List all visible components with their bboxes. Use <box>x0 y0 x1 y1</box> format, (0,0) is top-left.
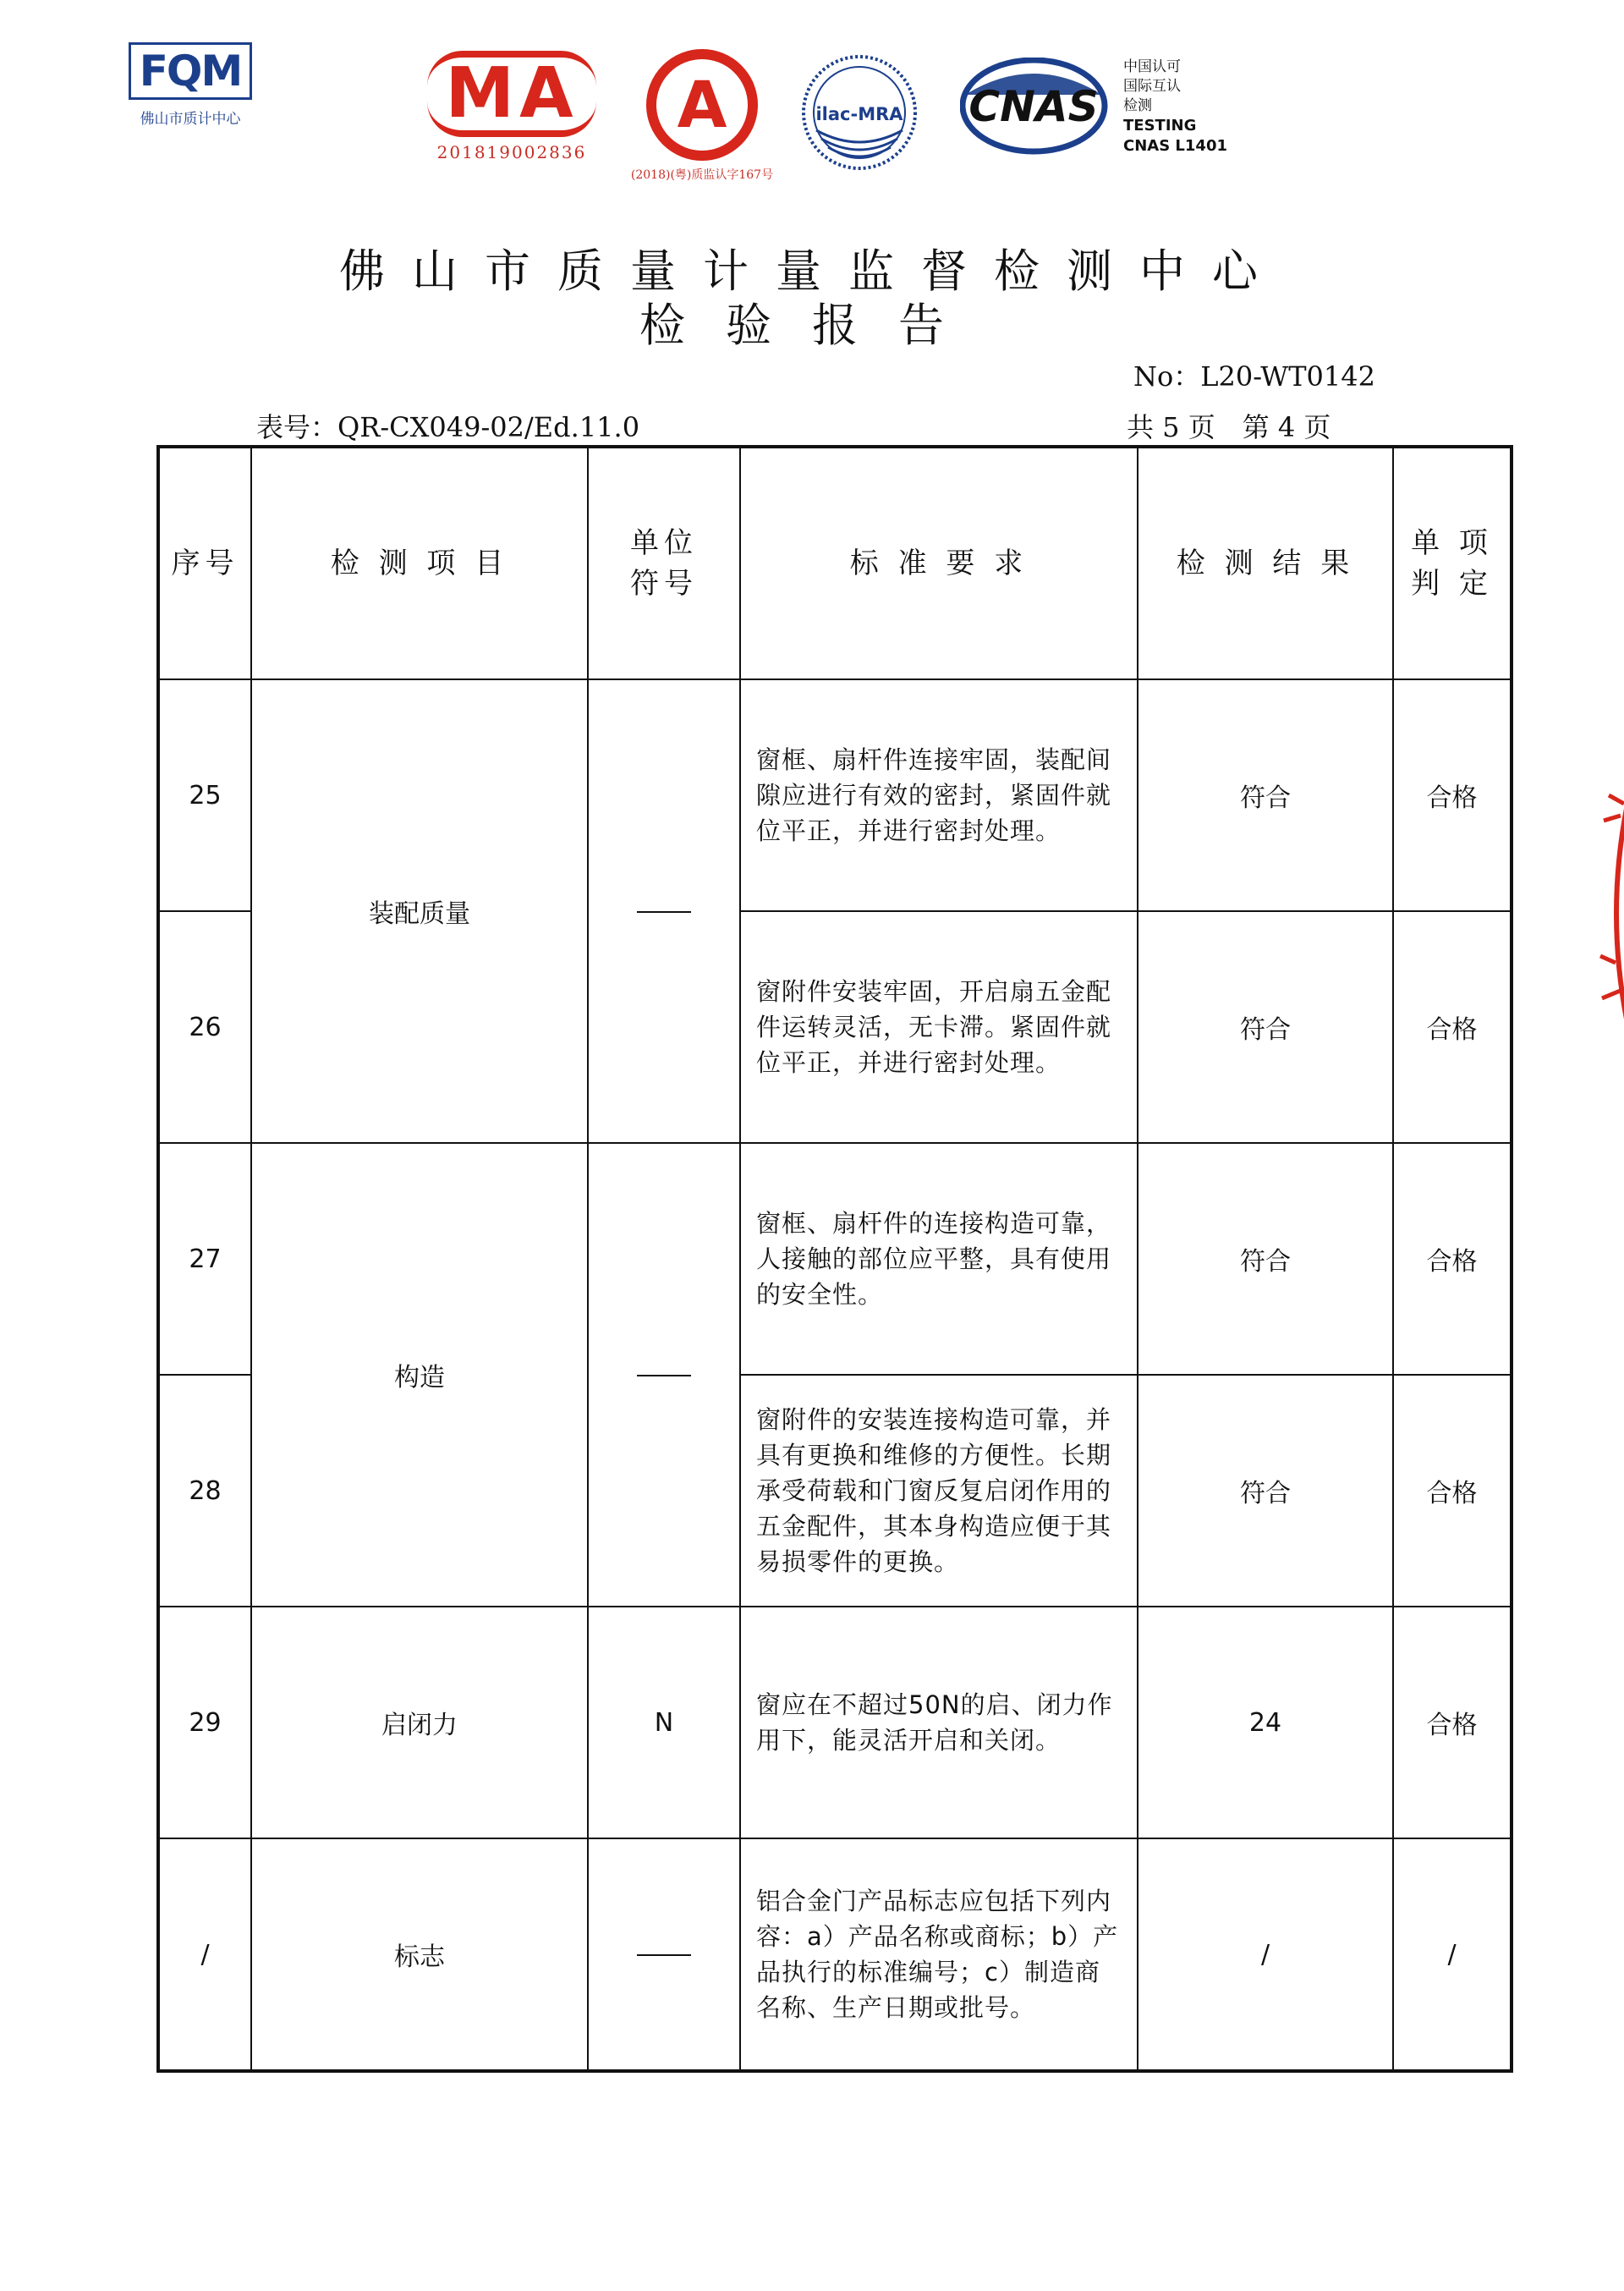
row-result: 符合 <box>1138 1143 1393 1375</box>
fqm-mark: FQM <box>129 42 252 100</box>
cnas-line-4: TESTING <box>1123 117 1197 135</box>
cnas-logo <box>960 58 1108 155</box>
form-number: 表号：QR-CX049-02/Ed.11.0 <box>256 411 640 443</box>
cma-number: 201819002836 <box>436 142 587 162</box>
row-standard: 铝合金门产品标志应包括下列内容：a）产品名称或商标；b）产品执行的标准编号；c）制造商名称、生产日期或批号。 <box>740 1838 1138 2071</box>
header-item: 检 测 项 目 <box>251 447 588 679</box>
row-seq: / <box>158 1838 251 2071</box>
cnas-accreditation-text <box>1123 58 1227 157</box>
cma-logo <box>427 51 596 162</box>
unit-dash <box>637 1954 691 1956</box>
header-judge: 单 项 判 定 <box>1393 447 1512 679</box>
row-standard: 窗附件的安装连接构造可靠，并具有更换和维修的方便性。长期承受荷载和门窗反复启闭作用的五金配件，其本身构造应便于其易损零件的更换。 <box>740 1375 1138 1607</box>
report-title: 检验报告 <box>639 299 985 352</box>
table-row <box>158 1143 1512 1375</box>
cnas-line-2: 国际互认 <box>1123 78 1181 95</box>
row-unit <box>588 1838 740 2071</box>
unit-dash <box>637 911 691 913</box>
cal-logo <box>630 49 774 183</box>
row-item: 启闭力 <box>251 1607 588 1838</box>
row-seq: 28 <box>158 1375 251 1607</box>
row-result: 24 <box>1138 1607 1393 1838</box>
ilac-mra-logo <box>799 52 919 173</box>
cma-mark: MA <box>427 51 596 137</box>
cal-caption: (2018)(粤)质监认字167号 <box>630 168 774 182</box>
row-judge: 合格 <box>1393 1143 1512 1375</box>
header-unit: 单位 符号 <box>588 447 740 679</box>
row-seq: 27 <box>158 1143 251 1375</box>
certification-logos <box>0 0 1624 195</box>
table-header-row <box>158 447 1512 679</box>
row-standard: 窗附件安装牢固，开启扇五金配件运转灵活，无卡滞。紧固件就位平正，并进行密封处理。 <box>740 911 1138 1143</box>
row-seq: 26 <box>158 911 251 1143</box>
cal-mark: A <box>646 49 758 161</box>
cnas-line-1: 中国认可 <box>1123 58 1181 75</box>
cnas-line-3: 检测 <box>1123 97 1152 114</box>
table-row <box>158 1838 1512 2071</box>
report-number: No：L20-WT0142 <box>1133 360 1375 393</box>
page-info: 共 5 页 第 4 页 <box>1127 411 1331 443</box>
row-standard: 窗框、扇杆件的连接构造可靠，人接触的部位应平整，具有使用的安全性。 <box>740 1143 1138 1375</box>
row-result: 符合 <box>1138 679 1393 911</box>
row-judge: 合格 <box>1393 911 1512 1143</box>
row-judge: / <box>1393 1838 1512 2071</box>
inspection-table <box>156 445 1513 2073</box>
row-result: 符合 <box>1138 1375 1393 1607</box>
cnas-mark: CNAS <box>968 82 1099 131</box>
org-title: 佛山市质量计量监督检测中心 <box>339 244 1285 298</box>
row-seq: 25 <box>158 679 251 911</box>
row-unit <box>588 679 740 1143</box>
header-standard: 标 准 要 求 <box>740 447 1138 679</box>
row-result: / <box>1138 1838 1393 2071</box>
row-standard: 窗框、扇杆件连接牢固，装配间隙应进行有效的密封，紧固件就位平正，并进行密封处理。 <box>740 679 1138 911</box>
row-result: 符合 <box>1138 911 1393 1143</box>
ilac-text: ilac-MRA <box>815 104 903 124</box>
row-seq: 29 <box>158 1607 251 1838</box>
table-row <box>158 1607 1512 1838</box>
red-stamp-edge-icon <box>1583 744 1624 1083</box>
header-result: 检 测 结 果 <box>1138 447 1393 679</box>
fqm-caption: 佛山市质计中心 <box>140 111 241 128</box>
cnas-line-5: CNAS L1401 <box>1123 137 1228 155</box>
row-item: 构造 <box>251 1143 588 1607</box>
table-row <box>158 679 1512 911</box>
row-unit <box>588 1143 740 1607</box>
header-seq: 序号 <box>158 447 251 679</box>
fqm-logo <box>127 42 254 128</box>
row-item: 标志 <box>251 1838 588 2071</box>
row-unit: N <box>588 1607 740 1838</box>
unit-dash <box>637 1375 691 1376</box>
row-judge: 合格 <box>1393 1607 1512 1838</box>
row-item: 装配质量 <box>251 679 588 1143</box>
row-judge: 合格 <box>1393 679 1512 911</box>
row-standard: 窗应在不超过50N的启、闭力作用下，能灵活开启和关闭。 <box>740 1607 1138 1838</box>
row-judge: 合格 <box>1393 1375 1512 1607</box>
